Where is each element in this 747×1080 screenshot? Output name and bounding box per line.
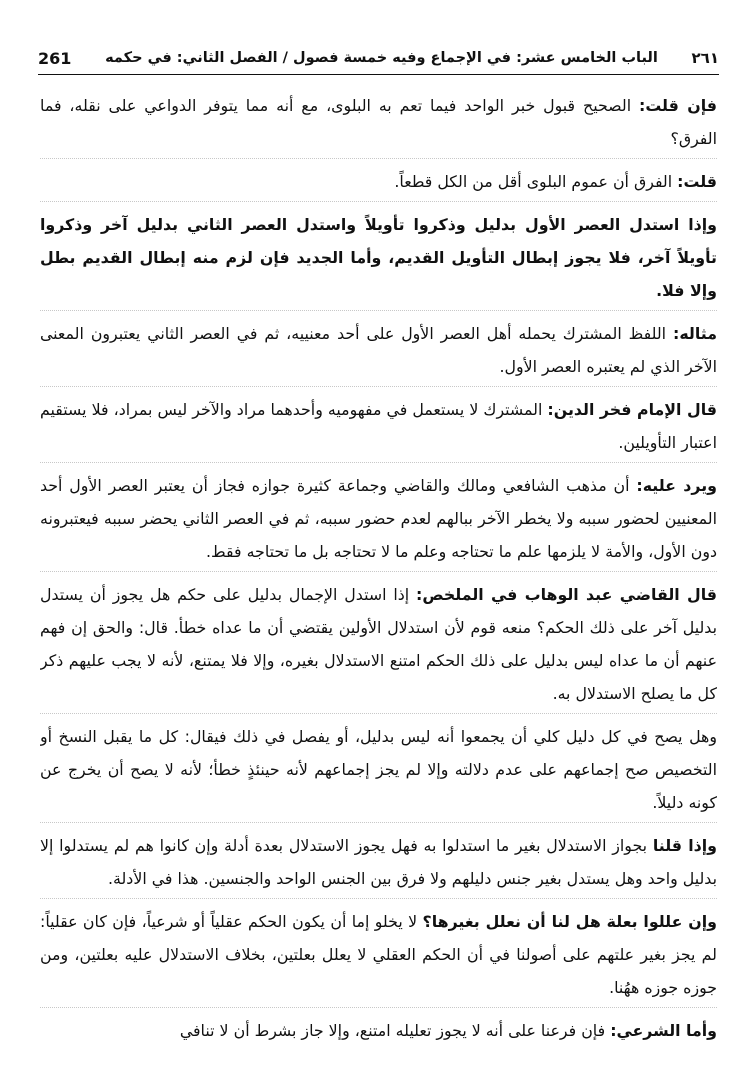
paragraph-text: المشترك لا يستعمل في مفهوميه وأحدهما مراد والآخر ليس بمراد، فلا يستقيم اعتبار التأويلين.	[40, 400, 717, 452]
paragraph-text: اللفظ المشترك يحمله أهل العصر الأول على أحد معنييه، ثم في العصر الثاني يعتبرون المعنى الآخر الذي لم يعتبره العصر الأول.	[40, 324, 717, 376]
paragraph-text: لا يخلو إما أن يكون الحكم عقلياً أو شرعياً، فإن كان عقلياً: لم يجز بغير علتهم على أصولنا في أن الحكم العقلي لا يعلل بعلتين، بخلاف الاستدلال عليه بعلتين، ومن جوزه جوزه ههُنا.	[40, 912, 717, 997]
page-header	[38, 42, 719, 75]
paragraph-lead: وإذا قلنا	[652, 836, 717, 855]
paragraph-lead: ويرد عليه:	[636, 476, 717, 495]
paragraph-text: إذا استدل الإجمال بدليل على حكم هل يجوز أن يستدل بدليل آخر على ذلك الحكم؟ منعه قوم لأن استدلال الأولين يقتضي أن ما عداه خطأ. قال: والحق إن فهم عنهم أن ما عداه ليس بدليل على ذلك الحكم امتنع الاستدلال بغيره، وإلا فلا يمتنع، لأنه لا يجب عليهم ذكر كل ما يصلح الاستدلال به.	[40, 585, 717, 703]
paragraph-lead: وإن عللوا بعلة هل لنا أن نعلل بغيرها؟	[422, 912, 717, 931]
paragraph	[40, 207, 717, 311]
paragraph-lead: قلت:	[677, 172, 717, 191]
paragraph	[40, 392, 717, 463]
paragraph	[40, 316, 717, 387]
paragraph-lead: قال القاضي عبد الوهاب في الملخص:	[416, 585, 717, 604]
paragraph	[40, 577, 717, 714]
paragraph-text: الصحيح قبول خبر الواحد فيما تعم به البلوى، مع أنه مما يتوفر الدواعي على نقله، فما الفرق؟	[40, 96, 717, 148]
paragraph-lead: فإن قلت:	[639, 96, 717, 115]
paragraph	[40, 468, 717, 572]
paragraph-text: فإن فرعنا على أنه لا يجوز تعليله امتنع، وإلا جاز بشرط أن لا تنافي	[179, 1021, 611, 1040]
paragraph	[40, 828, 717, 899]
page-number-latin: 261	[38, 48, 72, 68]
paragraph	[40, 88, 717, 159]
running-title: الباب الخامس عشر: في الإجماع وفيه خمسة فصول / الفصل الثاني: في حكمه	[105, 50, 658, 66]
paragraph-lead: وإذا استدل العصر الأول بدليل وذكروا تأويلاً واستدل العصر الثاني بدليل آخر وذكروا تأويلاً آخر، فلا يجوز إبطال التأويل القديم، وأما الجديد فإن لزم منه إبطال القديم بطل وإلا فلا.	[40, 215, 717, 300]
paragraph-text: الفرق أن عموم البلوى أقل من الكل قطعاً.	[394, 172, 678, 191]
paragraph	[40, 904, 717, 1008]
paragraph-text: أن مذهب الشافعي ومالك والقاضي وجماعة كثيرة جوازه فجاز أن يعتبر العصر الأول أحد المعنيين لحضور سببه ولا يخطر الآخر ببالهم لعدم حضور سببه، ثم في العصر الثاني يحضر سببه فيعتبرونه دون الأول، والأمة لا يلزمها علم ما تحتاجه وعلم ما لا تحتاجه بل ما تحتاجه فقط.	[40, 476, 717, 561]
paragraph-lead: مثاله:	[673, 324, 717, 343]
page-body	[40, 88, 717, 1062]
page-number-arabic: ٢٦١	[691, 49, 719, 67]
paragraph	[40, 719, 717, 823]
paragraph	[40, 164, 717, 202]
paragraph-lead: قال الإمام فخر الدين:	[547, 400, 717, 419]
paragraph-text: وهل يصح في كل دليل كلي أن يجمعوا أنه ليس بدليل، أو يفصل في ذلك فيقال: كل ما يقبل النسخ أو التخصيص صح إجماعهم على عدم دلالته وإلا لم يجز إجماعهم لأنه حينئذٍ خطأ؛ لأنه لا يصح أن يخرج عن كونه دليلاً.	[40, 727, 717, 812]
paragraph-lead: وأما الشرعي:	[610, 1021, 717, 1040]
paragraph-text: بجواز الاستدلال بغير ما استدلوا به فهل يجوز الاستدلال بعدة أدلة وإن كانوا هم لم يستدلوا إلا بدليل واحد وهل يستدل بغير جنس دليلهم ولا فرق بين الجنس الواحد والجنسين. هذا في الأدلة.	[40, 836, 717, 888]
paragraph	[40, 1013, 717, 1050]
